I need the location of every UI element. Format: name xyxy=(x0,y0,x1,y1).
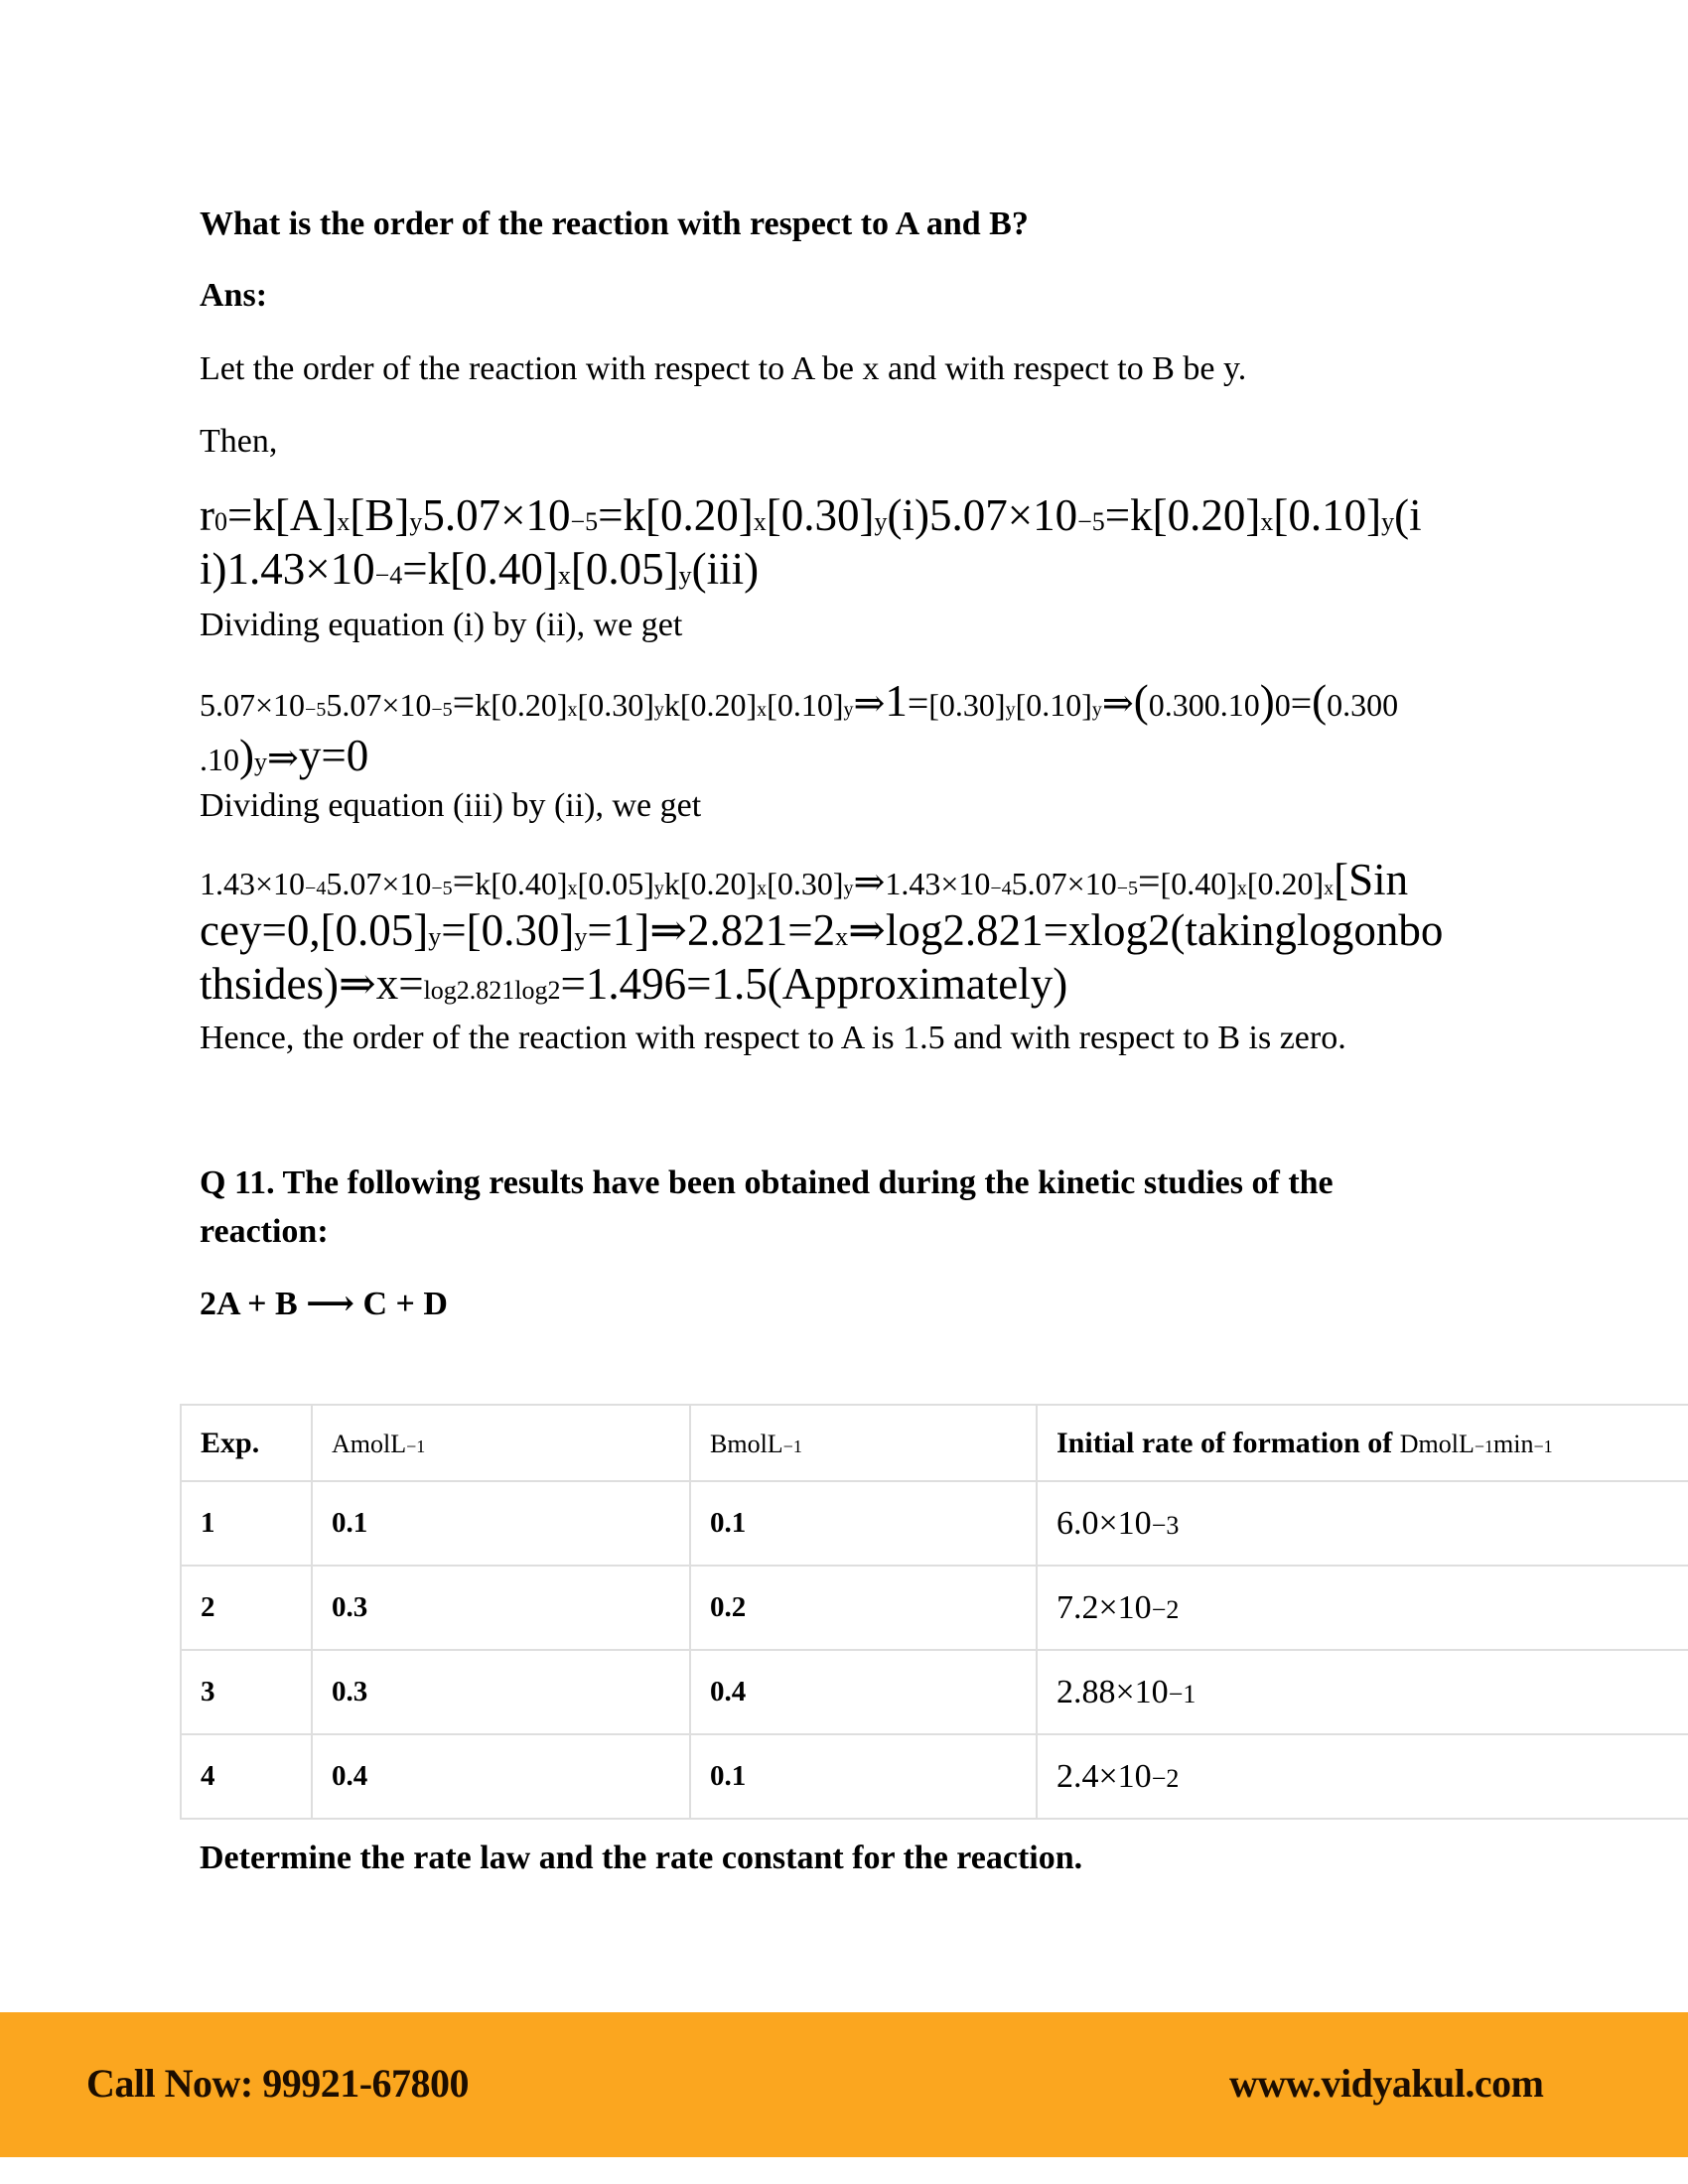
eq-text: ) xyxy=(1259,676,1275,726)
eq-sup: −5 xyxy=(305,699,327,721)
table-row xyxy=(181,1566,1688,1650)
eq-text: [0.10] xyxy=(1273,490,1382,540)
eq-text: (i xyxy=(1394,490,1422,540)
implies-symbol: ⇒ xyxy=(1101,683,1134,725)
eq-text: 0.300 xyxy=(1327,687,1399,723)
eq-sup: −5 xyxy=(570,507,599,536)
eq-text: =1]⇒2.821=2 xyxy=(587,905,836,955)
eq-sub: y xyxy=(1381,507,1395,536)
q11-title-line-2: reaction: xyxy=(200,1213,329,1250)
equation-1-line-1 xyxy=(200,488,1422,549)
eq-sub: x xyxy=(557,561,571,590)
eq-text: ( xyxy=(1312,676,1328,726)
eq-sub: x xyxy=(757,699,768,721)
equation-3-line-2 xyxy=(200,903,1443,964)
divide-text-1: Dividing equation (i) by (ii), we get xyxy=(200,607,683,643)
eq-sub: y xyxy=(1005,699,1016,721)
eq-sub: y xyxy=(409,507,423,536)
rate-mantissa: 6.0×10 xyxy=(1056,1504,1152,1542)
eq-text: 5.07×10 xyxy=(326,687,432,723)
rate-mantissa: 7.2×10 xyxy=(1056,1588,1152,1626)
eq-sub: x xyxy=(757,878,768,899)
eq-text: [B] xyxy=(350,490,410,540)
eq-text: 0.300.10 xyxy=(1148,687,1260,723)
kinetics-table xyxy=(180,1404,1688,1820)
table-row xyxy=(181,1734,1688,1819)
eq-text: = xyxy=(1290,683,1313,725)
eq-text: 5.07×10 xyxy=(422,490,571,540)
eq-text: r xyxy=(200,490,214,540)
eq-text: [0.20] xyxy=(1246,866,1325,901)
cell-exp: 4 xyxy=(181,1734,312,1819)
eq-sub: y xyxy=(574,922,588,951)
cell-exp: 2 xyxy=(181,1566,312,1650)
header-text: Initial rate of formation of xyxy=(1056,1426,1400,1459)
header-sup: −1 xyxy=(782,1435,802,1456)
website-link[interactable]: www.vidyakul.com xyxy=(1229,2061,1544,2106)
implies-symbol: ⇒ xyxy=(853,862,886,903)
header-unit: DmolL xyxy=(1399,1429,1475,1458)
cell-rate xyxy=(1037,1566,1688,1650)
eq-sub: y xyxy=(678,561,692,590)
cell-b: 0.1 xyxy=(690,1481,1037,1566)
equation-1-line-2 xyxy=(200,542,759,603)
cell-a: 0.3 xyxy=(312,1650,690,1734)
header-text: Exp. xyxy=(201,1426,260,1459)
eq-sup: −4 xyxy=(374,561,403,590)
eq-text: k[0.20] xyxy=(663,687,758,723)
rate-mantissa: 2.88×10 xyxy=(1056,1673,1169,1710)
eq-text: (iii) xyxy=(691,544,760,594)
eq-text: 1.43×10 xyxy=(885,866,991,901)
eq-text: =k[A] xyxy=(227,490,338,540)
eq-text: k[0.20] xyxy=(663,866,758,901)
eq-text: [0.30] xyxy=(766,490,875,540)
implies-symbol: ⇒ xyxy=(853,683,886,725)
eq-text: [0.05] xyxy=(577,866,654,901)
then-text: Then, xyxy=(200,423,278,460)
eq-text: thsides)⇒x= xyxy=(200,959,424,1009)
eq-text: =k[0.20] xyxy=(1104,490,1261,540)
cell-rate xyxy=(1037,1650,1688,1734)
eq-sub: y xyxy=(653,699,664,721)
eq-text: = xyxy=(907,683,929,725)
eq-sub: x xyxy=(567,878,578,899)
eq-sub: x xyxy=(835,922,849,951)
header-unit: min xyxy=(1493,1429,1534,1458)
eq-sub: x xyxy=(753,507,767,536)
eq-text: [0.05] xyxy=(570,544,679,594)
eq-text: 1 xyxy=(885,676,908,726)
table-row xyxy=(181,1481,1688,1566)
eq-sub: x xyxy=(567,699,578,721)
eq-text: (i)5.07×10 xyxy=(887,490,1078,540)
cell-exp: 3 xyxy=(181,1650,312,1734)
equation-3-line-3 xyxy=(200,957,1067,1018)
eq-sub: y xyxy=(843,699,854,721)
eq-text: =1.496=1.5(Approximately) xyxy=(560,959,1068,1009)
eq-text: ⇒log2.821=xlog2(takinglogonbo xyxy=(848,905,1444,955)
eq-sub: x xyxy=(1324,878,1335,899)
call-now-text: Call Now: 99921-67800 xyxy=(86,2061,470,2106)
eq-sup: −4 xyxy=(990,878,1012,899)
eq-text: =[0.30] xyxy=(441,905,575,955)
eq-sub: y xyxy=(428,922,442,951)
eq-text: 5.07×10 xyxy=(200,687,306,723)
q11-title-line-1: Q 11. The following results have been obtained during the kinetic studies of the xyxy=(200,1164,1334,1201)
eq-text: i)1.43×10 xyxy=(200,544,375,594)
footer-banner xyxy=(0,2012,1688,2157)
header-text: BmolL xyxy=(710,1429,783,1458)
eq-fraction: log2.821log2 xyxy=(423,976,561,1005)
eq-text: [Sin xyxy=(1334,855,1409,904)
eq-text: k[0.20] xyxy=(475,687,568,723)
eq-text: = xyxy=(1137,859,1161,903)
equation-2-line-2 xyxy=(200,731,368,787)
eq-sub: 0 xyxy=(1274,687,1291,723)
eq-text: [0.10] xyxy=(767,687,844,723)
answer-label: Ans: xyxy=(200,277,268,314)
implies-symbol: ⇒ xyxy=(267,738,299,779)
eq-text: = xyxy=(452,680,476,725)
eq-sup: −5 xyxy=(431,699,453,721)
cell-a: 0.4 xyxy=(312,1734,690,1819)
eq-sub: x xyxy=(1236,878,1247,899)
cell-b: 0.4 xyxy=(690,1650,1037,1734)
intro-text: Let the order of the reaction with respect to A be x and with respect to B be y. xyxy=(200,350,1247,387)
eq-sub: x xyxy=(1260,507,1274,536)
cell-a: 0.1 xyxy=(312,1481,690,1566)
eq-sup: −5 xyxy=(431,878,453,899)
rate-exponent: −3 xyxy=(1151,1510,1180,1540)
table-header-row xyxy=(181,1405,1688,1481)
header-a xyxy=(312,1405,690,1481)
header-rate xyxy=(1037,1405,1688,1481)
question-title: What is the order of the reaction with respect to A and B? xyxy=(200,205,1029,242)
header-sup: −1 xyxy=(1474,1435,1494,1456)
eq-text: [0.10] xyxy=(1015,687,1092,723)
rate-exponent: −2 xyxy=(1151,1763,1180,1793)
eq-text: k[0.40] xyxy=(475,866,568,901)
q11-prompt: Determine the rate law and the rate constant for the reaction. xyxy=(200,1840,1083,1876)
cell-exp: 1 xyxy=(181,1481,312,1566)
eq-sup: −4 xyxy=(305,878,327,899)
eq-sub: y xyxy=(1091,699,1102,721)
eq-sub: y xyxy=(843,878,854,899)
eq-sub: y xyxy=(653,878,664,899)
eq-sub: 0 xyxy=(214,507,227,536)
header-b xyxy=(690,1405,1037,1481)
cell-rate xyxy=(1037,1481,1688,1566)
eq-text: 5.07×10 xyxy=(326,866,432,901)
eq-text: [0.30] xyxy=(577,687,654,723)
eq-text: 5.07×10 xyxy=(1011,866,1117,901)
eq-sub: y xyxy=(874,507,888,536)
eq-text: ) xyxy=(239,731,254,780)
header-exp xyxy=(181,1405,312,1481)
equation-2-line-1 xyxy=(200,676,1399,732)
cell-rate xyxy=(1037,1734,1688,1819)
conclusion-text: Hence, the order of the reaction with respect to A is 1.5 and with respect to B is zero. xyxy=(200,1020,1346,1056)
eq-text: =k[0.40] xyxy=(402,544,558,594)
eq-text: cey=0,[0.05] xyxy=(200,905,429,955)
eq-sup: −5 xyxy=(1116,878,1138,899)
eq-text: [0.40] xyxy=(1160,866,1237,901)
eq-text: = xyxy=(452,859,476,903)
eq-text: [0.30] xyxy=(767,866,844,901)
eq-sub: y xyxy=(254,748,267,776)
header-text: AmolL xyxy=(332,1429,407,1458)
eq-text: y=0 xyxy=(298,731,369,780)
eq-text: .10 xyxy=(200,742,239,777)
eq-text: ( xyxy=(1133,676,1149,726)
cell-b: 0.2 xyxy=(690,1566,1037,1650)
rate-mantissa: 2.4×10 xyxy=(1056,1757,1152,1795)
rate-exponent: −2 xyxy=(1151,1594,1180,1624)
table-row xyxy=(181,1650,1688,1734)
eq-text: 1.43×10 xyxy=(200,866,306,901)
cell-b: 0.1 xyxy=(690,1734,1037,1819)
eq-sup: −5 xyxy=(1077,507,1105,536)
divide-text-2: Dividing equation (iii) by (ii), we get xyxy=(200,787,702,824)
header-sup: −1 xyxy=(406,1435,426,1456)
eq-text: [0.30] xyxy=(928,687,1006,723)
eq-text: =k[0.20] xyxy=(598,490,754,540)
eq-sub: x xyxy=(337,507,351,536)
header-sup: −1 xyxy=(1533,1435,1553,1456)
reaction-equation: 2A + B ⟶ C + D xyxy=(200,1286,448,1322)
cell-a: 0.3 xyxy=(312,1566,690,1650)
rate-exponent: −1 xyxy=(1168,1679,1196,1708)
